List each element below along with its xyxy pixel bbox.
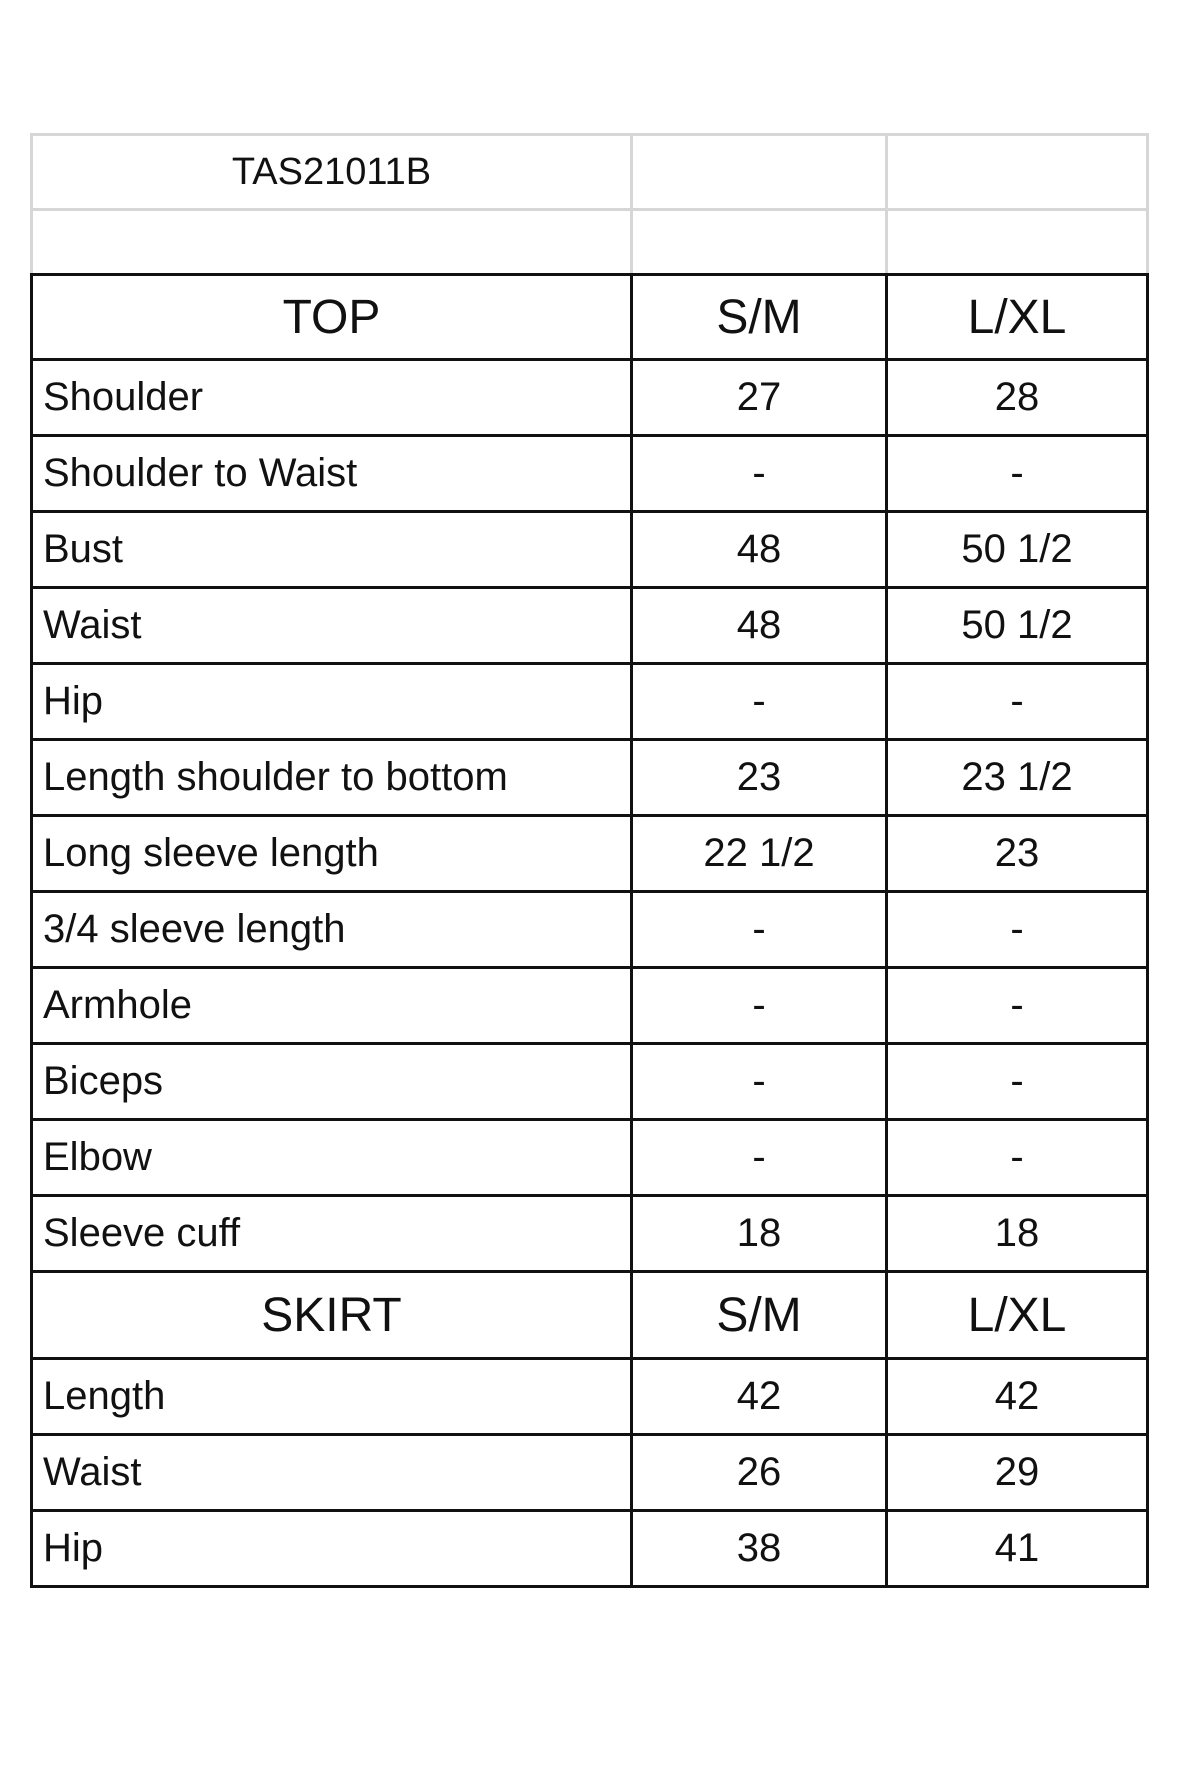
measurement-label: Biceps [32, 1044, 632, 1120]
measurement-label: Shoulder [32, 360, 632, 436]
measurement-label: Long sleeve length [32, 816, 632, 892]
empty-cell [887, 210, 1148, 275]
value-lxl: - [887, 1044, 1148, 1120]
measurement-label: Waist [32, 588, 632, 664]
table-row [32, 740, 1148, 816]
table-row [32, 1359, 1148, 1435]
value-sm: 23 [632, 740, 887, 816]
value-lxl: - [887, 968, 1148, 1044]
table-row [32, 588, 1148, 664]
value-lxl: - [887, 664, 1148, 740]
value-sm: - [632, 664, 887, 740]
empty-cell [632, 210, 887, 275]
value-lxl: 50 1/2 [887, 588, 1148, 664]
measurement-label: Hip [32, 1511, 632, 1587]
table-row [32, 968, 1148, 1044]
value-sm: - [632, 892, 887, 968]
value-sm: - [632, 1044, 887, 1120]
measurement-label: Length shoulder to bottom [32, 740, 632, 816]
value-sm: 38 [632, 1511, 887, 1587]
style-code-row [32, 135, 1148, 210]
measurement-label: Armhole [32, 968, 632, 1044]
value-lxl: 23 [887, 816, 1148, 892]
value-lxl: 23 1/2 [887, 740, 1148, 816]
measurement-label: Length [32, 1359, 632, 1435]
measurement-label: Elbow [32, 1120, 632, 1196]
header-grid [30, 133, 1149, 276]
value-sm: - [632, 1120, 887, 1196]
size-header-lxl: L/XL [887, 275, 1148, 360]
size-header-lxl: L/XL [887, 1272, 1148, 1359]
value-sm: 42 [632, 1359, 887, 1435]
value-sm: 22 1/2 [632, 816, 887, 892]
value-sm: 26 [632, 1435, 887, 1511]
value-sm: 18 [632, 1196, 887, 1272]
size-chart-sheet [30, 133, 1146, 1588]
skirt-heading: SKIRT [32, 1272, 632, 1359]
table-row [32, 1044, 1148, 1120]
table-row [32, 512, 1148, 588]
value-lxl: 29 [887, 1435, 1148, 1511]
value-sm: 27 [632, 360, 887, 436]
top-header-row [32, 275, 1148, 360]
table-row [32, 664, 1148, 740]
value-sm: - [632, 968, 887, 1044]
value-lxl: - [887, 436, 1148, 512]
value-lxl: - [887, 892, 1148, 968]
empty-cell [632, 135, 887, 210]
table-row [32, 892, 1148, 968]
measurement-label: 3/4 sleeve length [32, 892, 632, 968]
table-row [32, 1120, 1148, 1196]
table-row [32, 1196, 1148, 1272]
value-lxl: - [887, 1120, 1148, 1196]
skirt-header-row [32, 1272, 1148, 1359]
blank-row [32, 210, 1148, 275]
value-sm: - [632, 436, 887, 512]
empty-cell [32, 210, 632, 275]
table-row [32, 360, 1148, 436]
measurement-label: Sleeve cuff [32, 1196, 632, 1272]
measurement-label: Bust [32, 512, 632, 588]
empty-cell [887, 135, 1148, 210]
measurement-label: Shoulder to Waist [32, 436, 632, 512]
size-header-sm: S/M [632, 275, 887, 360]
style-code: TAS21011B [32, 135, 632, 210]
measurement-table [30, 273, 1149, 1588]
measurement-label: Hip [32, 664, 632, 740]
value-lxl: 18 [887, 1196, 1148, 1272]
size-header-sm: S/M [632, 1272, 887, 1359]
value-lxl: 42 [887, 1359, 1148, 1435]
table-row [32, 436, 1148, 512]
top-section [32, 275, 1148, 1272]
value-lxl: 41 [887, 1511, 1148, 1587]
top-heading: TOP [32, 275, 632, 360]
value-sm: 48 [632, 512, 887, 588]
value-lxl: 50 1/2 [887, 512, 1148, 588]
value-sm: 48 [632, 588, 887, 664]
skirt-section [32, 1272, 1148, 1587]
measurement-label: Waist [32, 1435, 632, 1511]
table-row [32, 1511, 1148, 1587]
table-row [32, 816, 1148, 892]
table-row [32, 1435, 1148, 1511]
value-lxl: 28 [887, 360, 1148, 436]
